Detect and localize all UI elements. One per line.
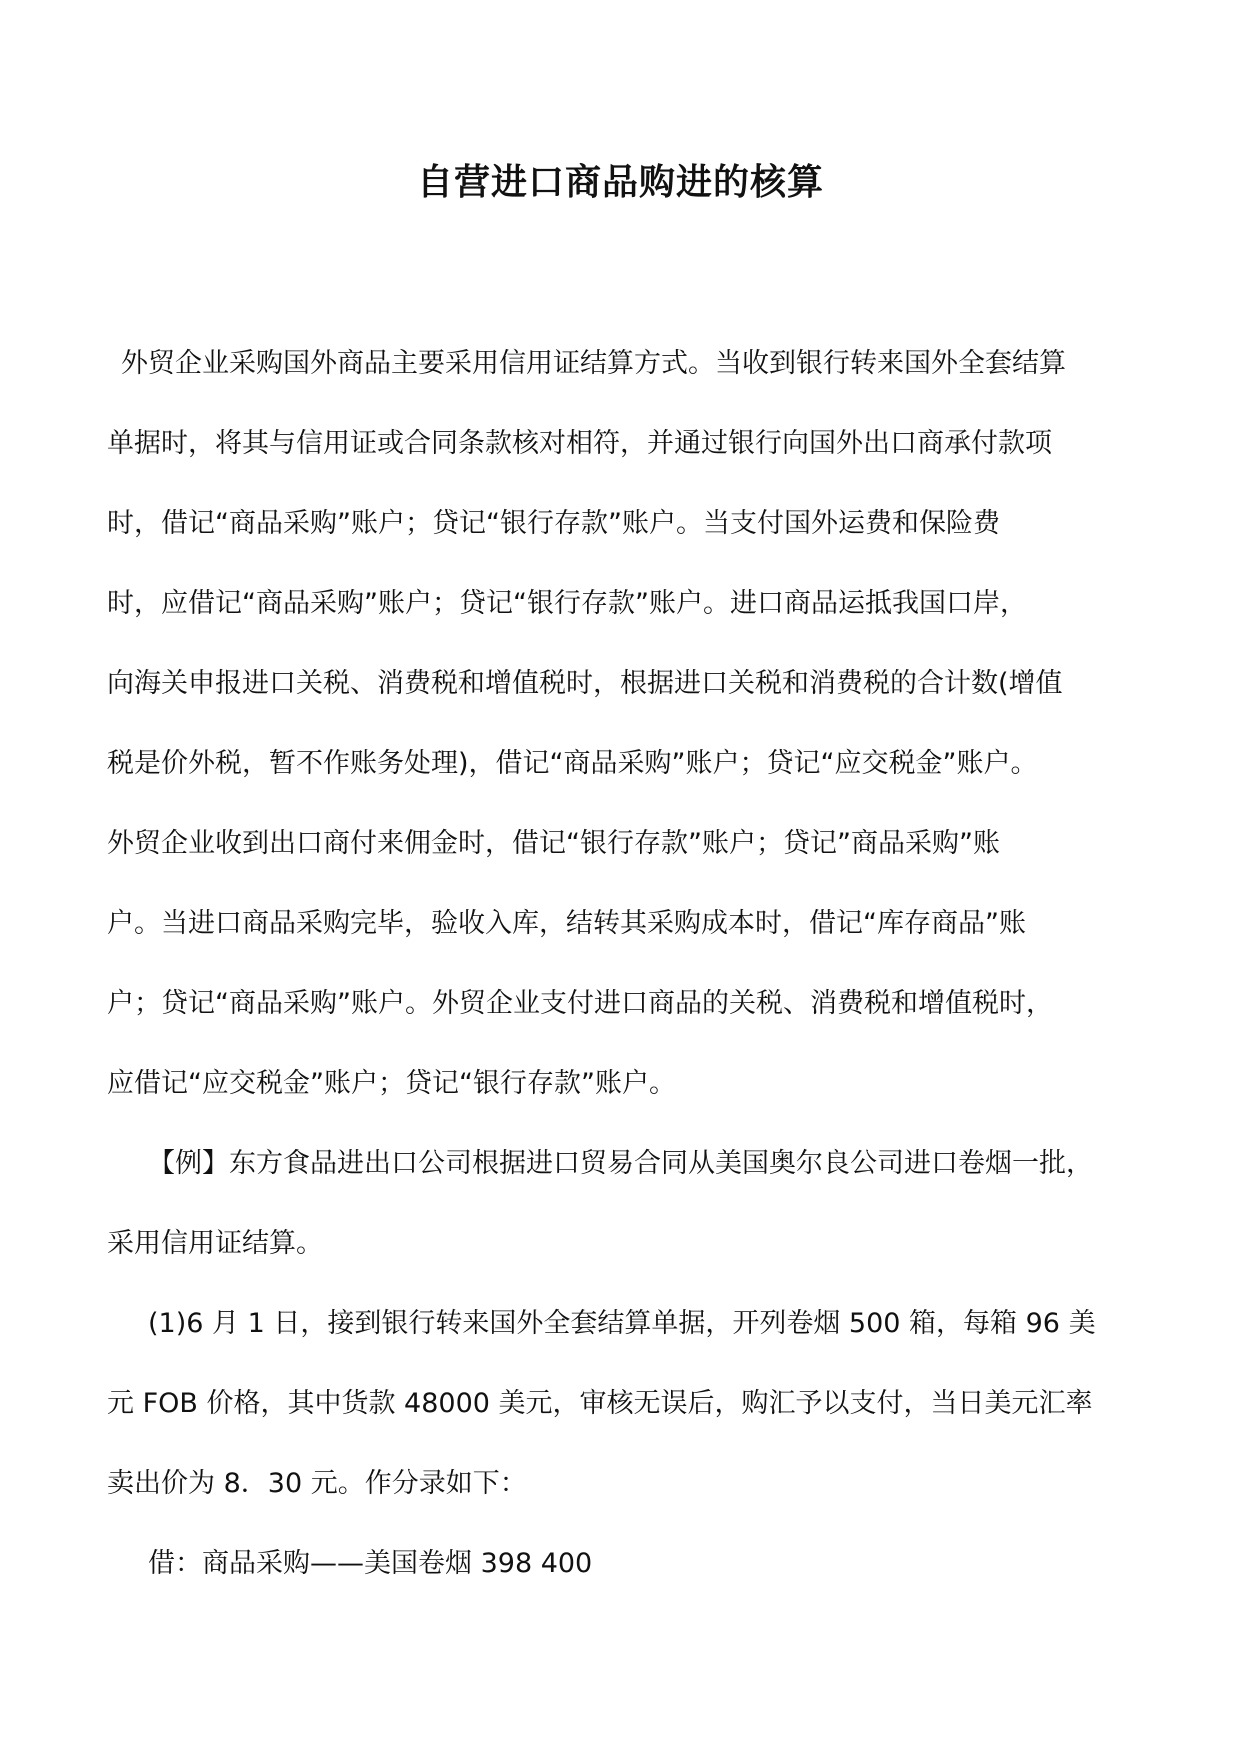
example-line: 【例】东方食品进出口公司根据进口贸易合同从美国奥尔良公司进口卷烟一批， — [148, 1148, 1093, 1179]
example-line: 元 FOB 价格，其中货款 48000 美元，审核无误后，购汇予以支付，当日美元汇率 — [107, 1388, 1093, 1419]
paragraph-line: 户。当进口商品采购完毕，验收入库，结转其采购成本时，借记“库存商品”账 — [107, 908, 1026, 939]
example-line: (1)6 月 1 日，接到银行转来国外全套结算单据，开列卷烟 500 箱，每箱 96 美 — [148, 1308, 1096, 1339]
example-line: 采用信用证结算。 — [107, 1228, 323, 1259]
example-line: 卖出价为 8．30 元。作分录如下： — [107, 1468, 527, 1499]
journal-entry-line: 借：商品采购——美国卷烟 398 400 — [148, 1548, 593, 1579]
paragraph-line: 时，借记“商品采购”账户；贷记“银行存款”账户。当支付国外运费和保险费 — [107, 508, 1000, 539]
paragraph-line: 税是价外税，暂不作账务处理)，借记“商品采购”账户；贷记“应交税金”账户。 — [107, 748, 1038, 779]
paragraph-line: 单据时，将其与信用证或合同条款核对相符，并通过银行向国外出口商承付款项 — [107, 428, 1052, 459]
paragraph-line: 外贸企业采购国外商品主要采用信用证结算方式。当收到银行转来国外全套结算 — [121, 348, 1066, 379]
paragraph-line: 时，应借记“商品采购”账户；贷记“银行存款”账户。进口商品运抵我国口岸， — [107, 588, 1027, 619]
paragraph-line: 外贸企业收到出口商付来佣金时，借记“银行存款”账户；贷记”商品采购”账 — [107, 828, 1000, 859]
paragraph-line: 应借记“应交税金”账户；贷记“银行存款”账户。 — [107, 1068, 676, 1099]
paragraph-line: 户；贷记“商品采购”账户。外贸企业支付进口商品的关税、消费税和增值税时， — [107, 988, 1053, 1019]
paragraph-line: 向海关申报进口关税、消费税和增值税时，根据进口关税和消费税的合计数(增值 — [107, 668, 1063, 699]
document-title: 自营进口商品购进的核算 — [416, 162, 824, 203]
